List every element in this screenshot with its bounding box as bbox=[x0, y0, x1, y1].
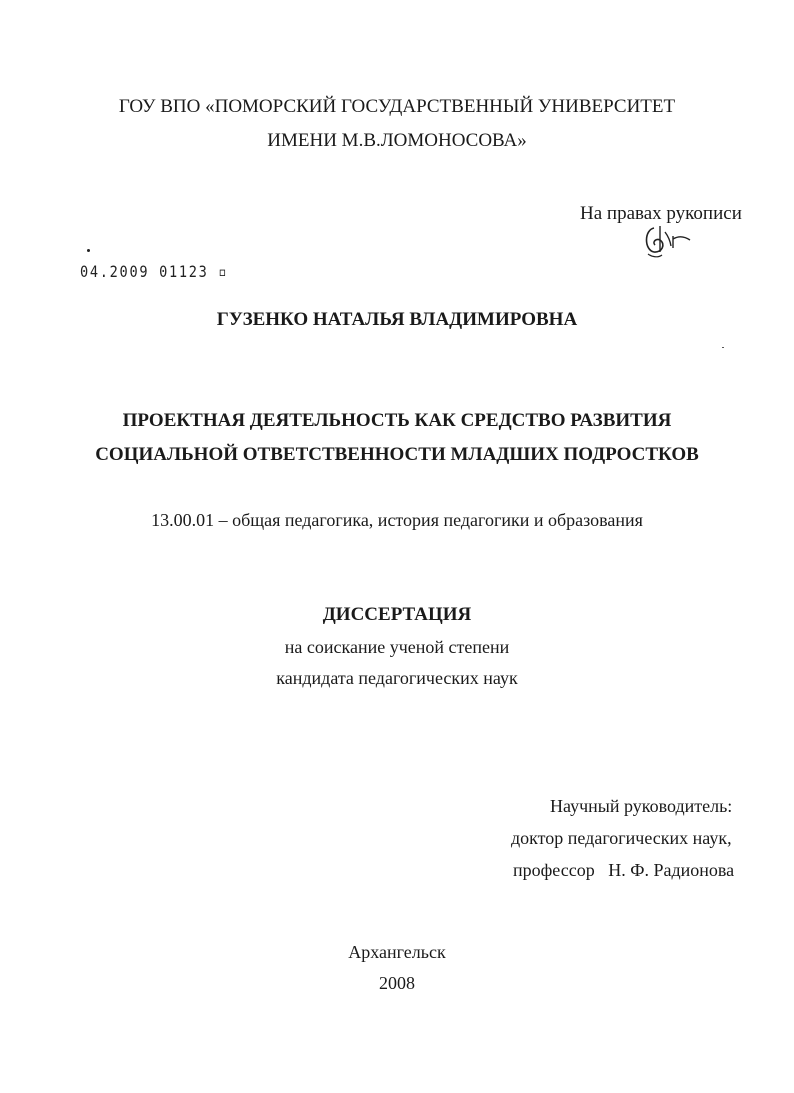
title-line-1: ПРОЕКТНАЯ ДЕЯТЕЛЬНОСТЬ КАК СРЕДСТВО РАЗВИТИЯ bbox=[122, 410, 672, 431]
specialty: 13.00.01 – общая педагогика, история педагогики и образования bbox=[151, 510, 643, 530]
inventory-mark bbox=[87, 249, 90, 252]
inventory-number: 04.2009 01123 ▫ bbox=[80, 262, 229, 281]
scan-speck bbox=[722, 347, 724, 348]
author-name: ГУЗЕНКО НАТАЛЬЯ ВЛАДИМИРОВНА bbox=[216, 309, 578, 330]
rights-note: На правах рукописи bbox=[580, 203, 742, 224]
title-line-2: СОЦИАЛЬНОЙ ОТВЕТСТВЕННОСТИ МЛАДШИХ ПОДРОСТКОВ bbox=[95, 444, 699, 465]
work-type-heading: ДИССЕРТАЦИЯ bbox=[322, 604, 472, 625]
supervisor-name: Н. Ф. Радионова bbox=[608, 860, 735, 880]
supervisor-name-line bbox=[513, 859, 734, 881]
supervisor-label: Научный руководитель: bbox=[550, 796, 733, 816]
institution-line-2: ИМЕНИ М.В.ЛОМОНОСОВА» bbox=[267, 130, 527, 151]
year: 2008 bbox=[379, 973, 415, 993]
supervisor-degree: доктор педагогических наук, bbox=[511, 828, 732, 848]
institution-line-1: ГОУ ВПО «ПОМОРСКИЙ ГОСУДАРСТВЕННЫЙ УНИВЕРСИТЕТ bbox=[118, 96, 676, 117]
work-type-line-2: кандидата педагогических наук bbox=[276, 668, 518, 688]
signature-icon bbox=[640, 222, 700, 262]
work-type-line-1: на соискание ученой степени bbox=[284, 637, 510, 657]
supervisor-title: профессор bbox=[513, 860, 595, 880]
city: Архангельск bbox=[348, 942, 446, 962]
